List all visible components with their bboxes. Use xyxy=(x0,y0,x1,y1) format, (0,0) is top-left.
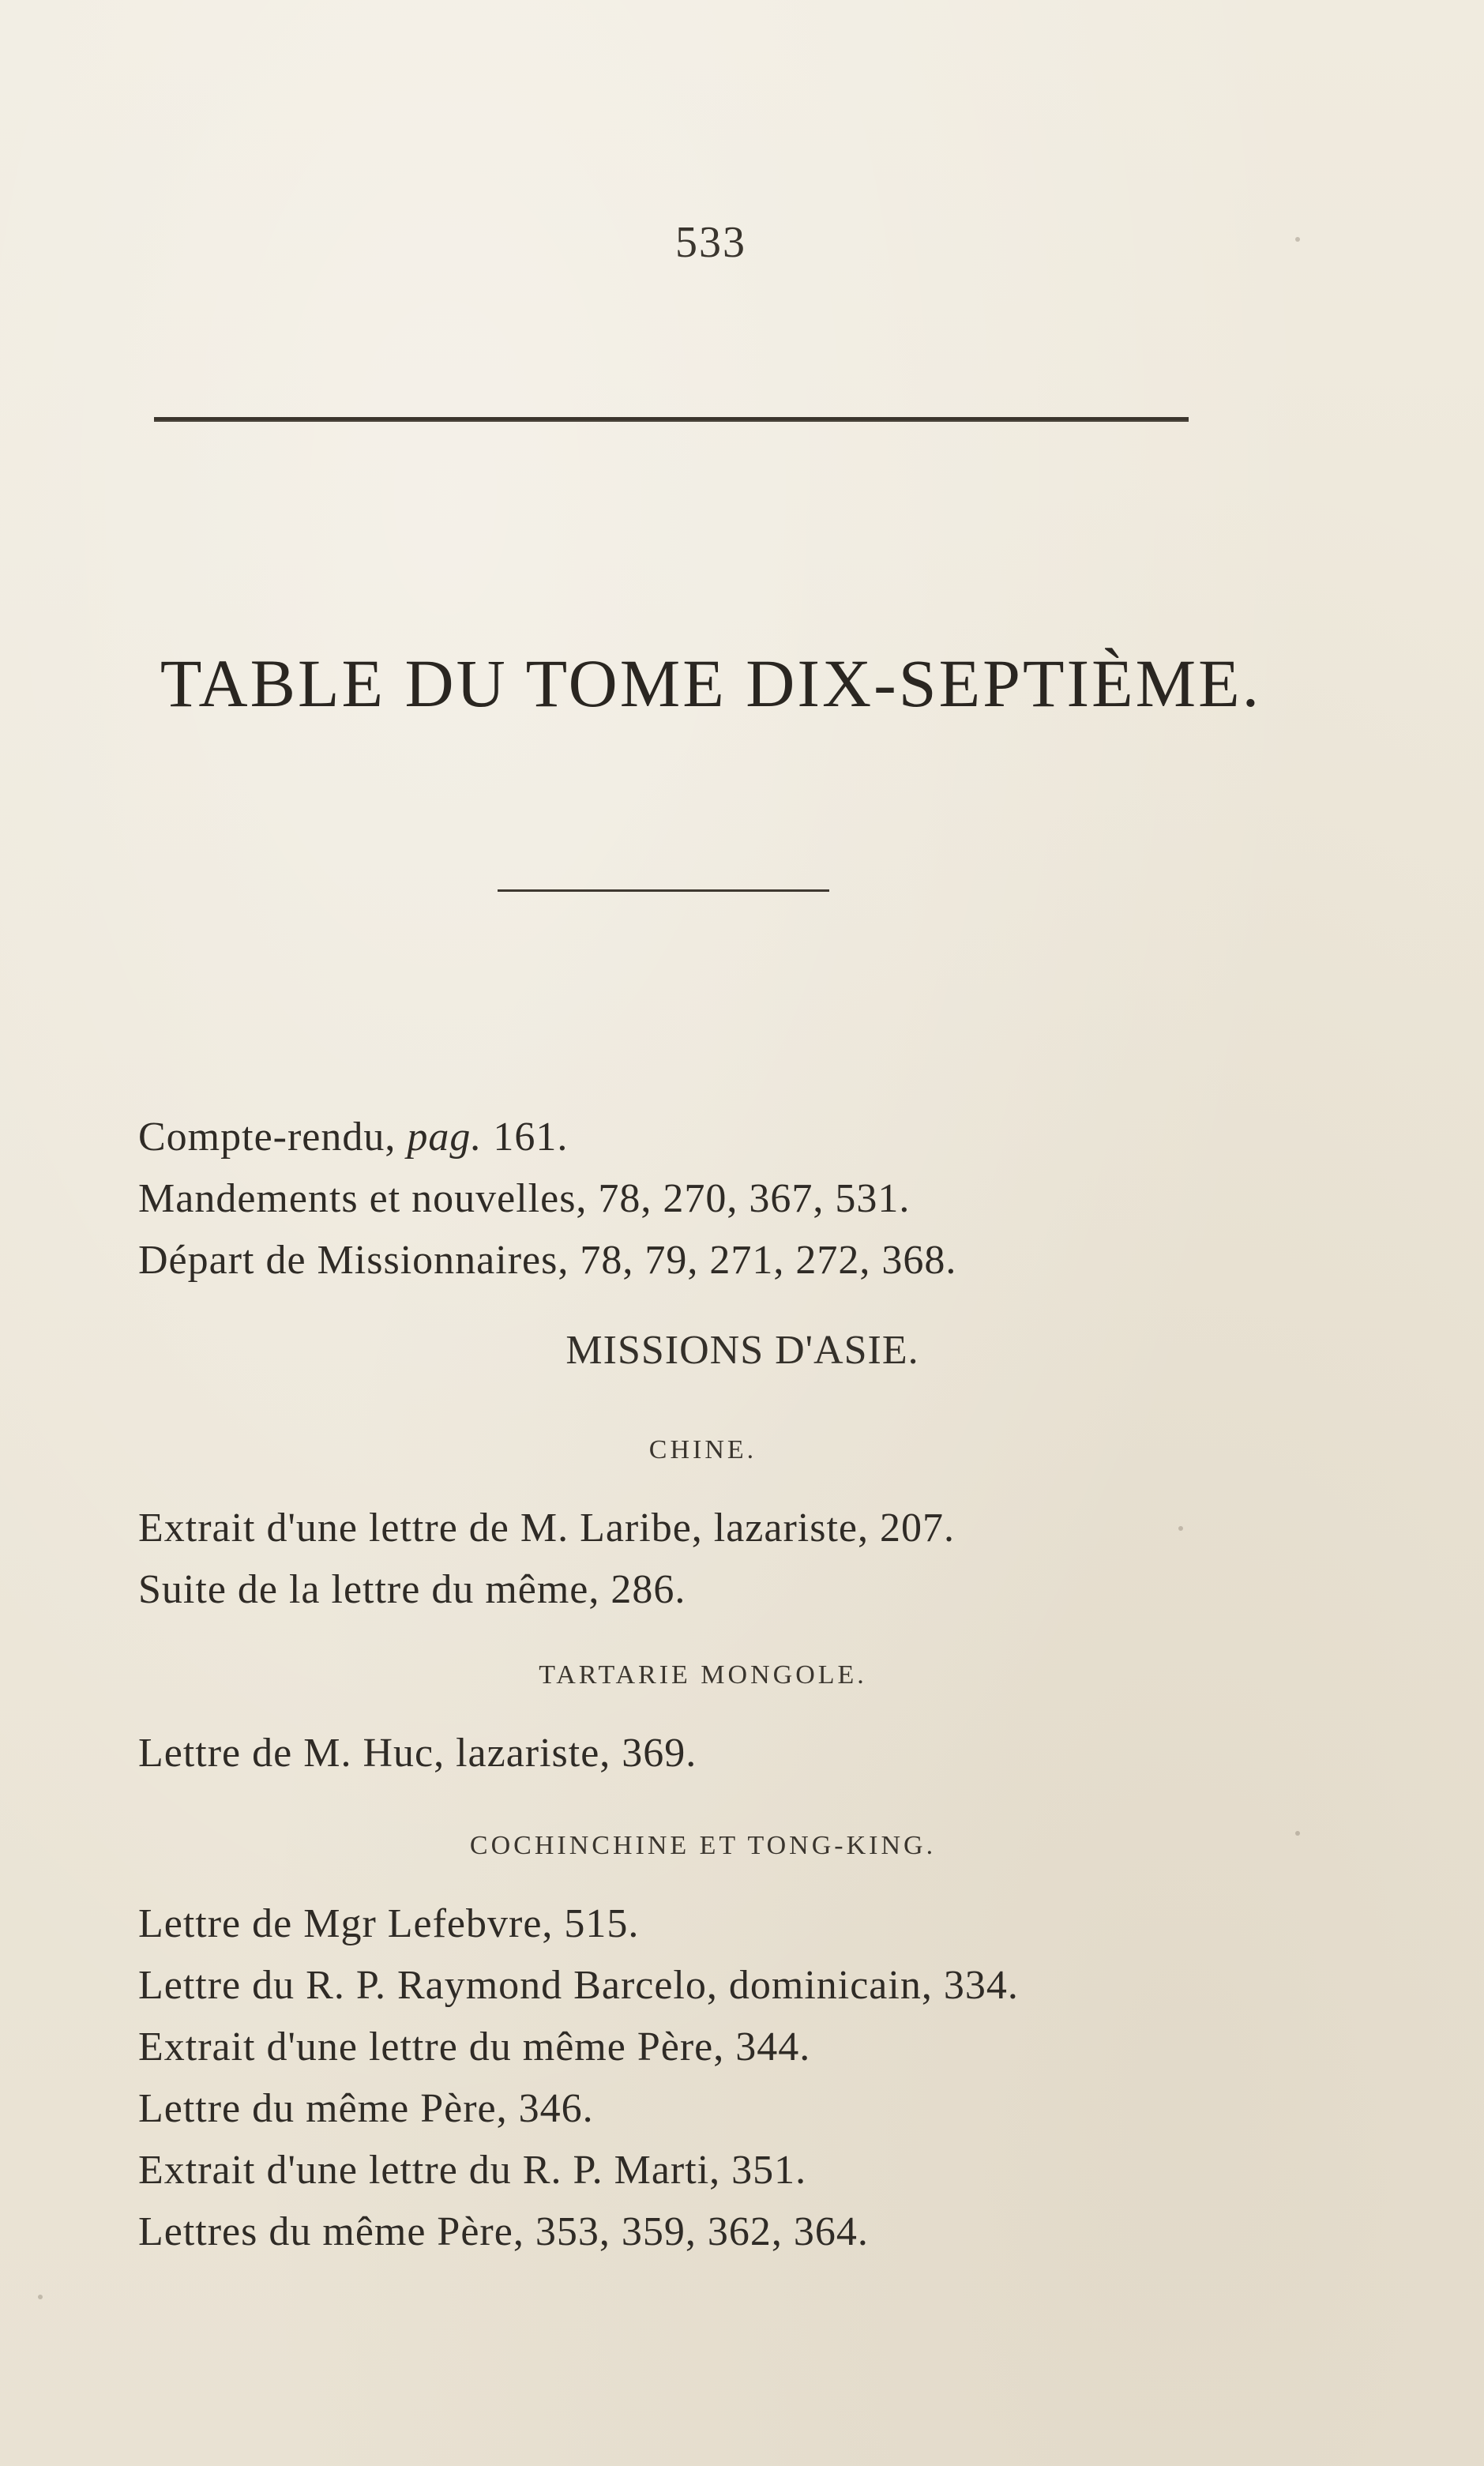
entry-prefix: Compte-rendu, xyxy=(138,1115,408,1160)
entry-cochinchine-4: Lettre du même Père, 346. xyxy=(138,2086,594,2131)
entry-suffix: 161. xyxy=(482,1115,569,1160)
page-number: 533 xyxy=(675,218,746,267)
subsection-heading-chine: CHINE. xyxy=(648,1435,757,1464)
entry-chine-1: Extrait d'une lettre de M. Laribe, lazariste, 207. xyxy=(138,1506,955,1551)
page-title: TABLE DU TOME DIX-SEPTIÈME. xyxy=(160,645,1262,721)
entry-depart: Départ de Missionnaires, 78, 79, 271, 272, 368. xyxy=(138,1238,957,1283)
paper-speck xyxy=(38,2295,43,2299)
entry-tartarie-1: Lettre de M. Huc, lazariste, 369. xyxy=(138,1731,697,1776)
top-double-rule xyxy=(154,417,1189,422)
title-divider xyxy=(498,889,829,892)
entry-cochinchine-1: Lettre de Mgr Lefebvre, 515. xyxy=(138,1901,640,1946)
entry-cochinchine-6: Lettres du même Père, 353, 359, 362, 364. xyxy=(138,2209,869,2254)
entry-italic-abbrev: pag. xyxy=(407,1115,483,1160)
paper-speck xyxy=(1295,1831,1300,1836)
section-heading-asie: MISSIONS D'ASIE. xyxy=(565,1328,919,1373)
paper-speck xyxy=(1295,237,1300,242)
entry-cochinchine-3: Extrait d'une lettre du même Père, 344. xyxy=(138,2024,811,2069)
entry-mandements: Mandements et nouvelles, 78, 270, 367, 531. xyxy=(138,1176,911,1221)
subsection-heading-tartarie: TARTARIE MONGOLE. xyxy=(539,1660,867,1690)
entry-compte-rendu xyxy=(138,1114,568,1160)
paper-speck xyxy=(1178,1526,1183,1531)
entry-cochinchine-5: Extrait d'une lettre du R. P. Marti, 351. xyxy=(138,2148,807,2193)
subsection-heading-cochinchine: COCHINCHINE ET TONG-KING. xyxy=(469,1831,937,1860)
entry-cochinchine-2: Lettre du R. P. Raymond Barcelo, dominicain, 334. xyxy=(138,1963,1019,2008)
entry-chine-2: Suite de la lettre du même, 286. xyxy=(138,1567,686,1612)
